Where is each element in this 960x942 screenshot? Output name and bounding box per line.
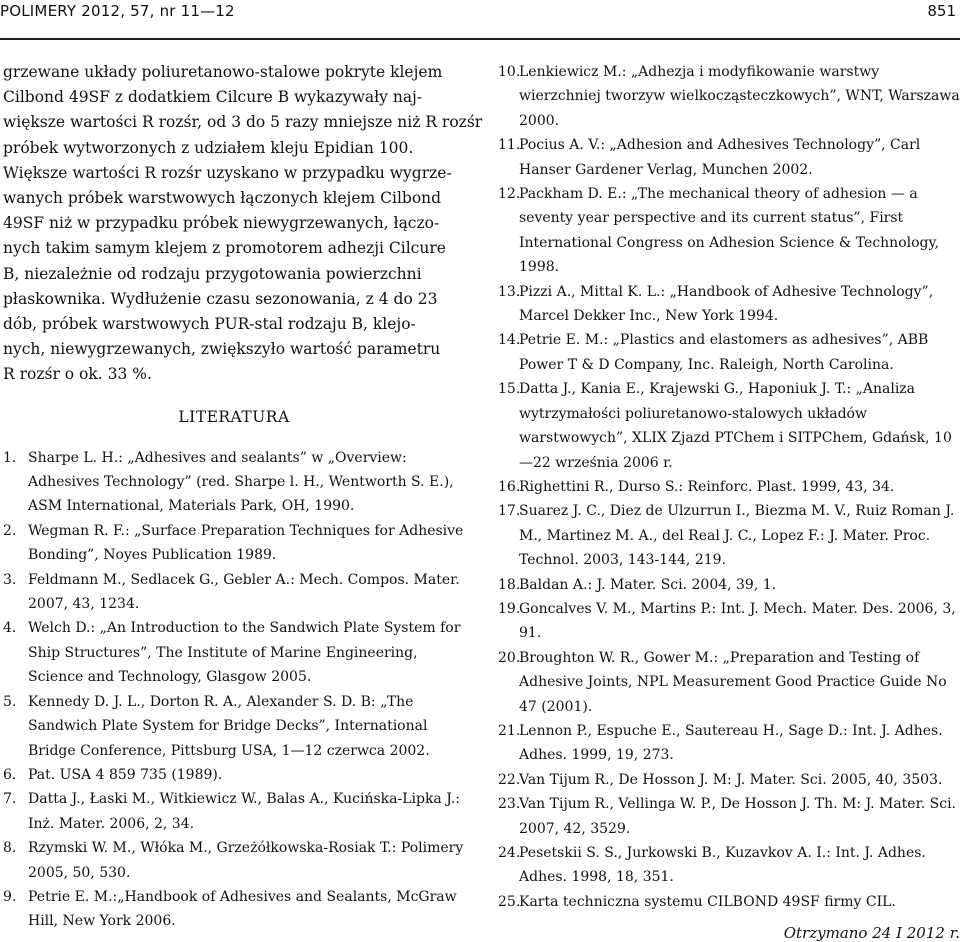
reference-text: Datta J., Kania E., Krajewski G., Haponiuk J. T.: „Analiza wytrzymałości poliuretanowo-stalowych układów warstwowych”, XLIX Zjazd PTChem i SITPChem, Gdańsk, 10—22 września 2006 r. bbox=[519, 381, 952, 471]
left-column bbox=[3, 60, 483, 934]
reference-item bbox=[498, 597, 960, 646]
reference-number: 7. bbox=[3, 791, 17, 808]
reference-number: 8. bbox=[3, 840, 17, 857]
reference-text: Packham D. E.: „The mechanical theory of adhesion — a seventy year perspective and its current status”, First International Congress on Adhesion Science & Technology, 1998. bbox=[519, 186, 939, 276]
reference-number: 14. bbox=[498, 332, 521, 349]
body-line: nych takim samym klejem z promotorem adhezji Cilcure bbox=[3, 239, 446, 258]
reference-item bbox=[3, 446, 465, 519]
reference-item bbox=[498, 475, 960, 499]
body-line: Cilbond 49SF z dodatkiem Cilcure B wykazywały naj- bbox=[3, 88, 423, 107]
body-line: płaskownika. Wydłużenie czasu sezonowania, z 4 do 23 bbox=[3, 289, 438, 308]
page-number: 851 bbox=[927, 2, 956, 20]
reference-text: Suarez J. C., Diez de Ulzurrun I., Biezma M. V., Ruiz Roman J. M., Martinez M. A., del Real J. C., Lopez F.: J. Mater. Proc. Technol. 2003, 143-144, 219. bbox=[519, 503, 955, 569]
reference-item bbox=[3, 836, 465, 885]
reference-number: 17. bbox=[498, 503, 521, 520]
literature-heading: LITERATURA bbox=[178, 407, 290, 426]
reference-number: 16. bbox=[498, 478, 521, 495]
reference-number: 4. bbox=[3, 620, 17, 637]
body-line: dób, próbek warstwowych PUR-stal rodzaju B, klejo- bbox=[3, 315, 416, 334]
reference-item bbox=[498, 841, 960, 890]
reference-text: Pocius A. V.: „Adhesion and Adhesives Technology”, Carl Hanser Gardener Verlag, Munchen 2002. bbox=[519, 137, 921, 178]
reference-number: 21. bbox=[498, 722, 521, 739]
body-line: nych, niewygrzewanych, zwiększyło wartość parametru bbox=[3, 340, 441, 359]
reference-number: 9. bbox=[3, 888, 17, 905]
reference-text: Righettini R., Durso S.: Reinforc. Plast. 1999, 43, 34. bbox=[519, 478, 895, 495]
reference-number: 13. bbox=[498, 283, 521, 300]
reference-text: Pat. USA 4 859 735 (1989). bbox=[28, 766, 223, 783]
reference-item bbox=[498, 499, 960, 572]
reference-text: Baldan A.: J. Mater. Sci. 2004, 39, 1. bbox=[519, 576, 777, 593]
references-list-right bbox=[498, 60, 960, 914]
body-line: próbek wytworzonych z udziałem kleju Epidian 100. bbox=[3, 138, 414, 157]
reference-text: Welch D.: „An Introduction to the Sandwich Plate System for Ship Structures”, The Institute of Marine Engineering, Science and Technology, Glasgow 2005. bbox=[28, 620, 461, 686]
body-line: Większe wartości R rozśr uzyskano w przypadku wygrze- bbox=[3, 163, 452, 182]
reference-item bbox=[498, 646, 960, 719]
reference-item bbox=[3, 885, 465, 934]
reference-item bbox=[498, 377, 960, 475]
reference-text: Van Tijum R., Vellinga W. P., De Hosson J. Th. M: J. Mater. Sci. 2007, 42, 3529. bbox=[519, 796, 957, 837]
reference-item bbox=[498, 768, 960, 792]
reference-number: 18. bbox=[498, 576, 521, 593]
body-line: wanych próbek warstwowych łączonych klejem Cilbond bbox=[3, 189, 442, 208]
reference-item bbox=[3, 690, 465, 763]
references-list-left bbox=[3, 446, 465, 934]
reference-number: 10. bbox=[498, 64, 521, 80]
reference-number: 2. bbox=[3, 522, 17, 539]
reference-item bbox=[498, 719, 960, 768]
body-paragraph bbox=[3, 60, 483, 388]
reference-number: 20. bbox=[498, 649, 521, 666]
reference-text: Rzymski W. M., Włóka M., Grzeżółkowska-Rosiak T.: Polimery 2005, 50, 530. bbox=[28, 840, 464, 881]
reference-number: 1. bbox=[3, 449, 17, 466]
reference-item bbox=[498, 280, 960, 329]
reference-item bbox=[3, 763, 465, 787]
reference-text: Karta techniczna systemu CILBOND 49SF firmy CIL. bbox=[519, 893, 896, 910]
reference-number: 3. bbox=[3, 571, 17, 588]
reference-number: 24. bbox=[498, 845, 521, 861]
reference-number: 22. bbox=[498, 771, 521, 788]
reference-text: Broughton W. R., Gower M.: „Preparation and Testing of Adhesive Joints, NPL Measurement Good Practice Guide No 47 (2001). bbox=[519, 649, 947, 715]
body-line: B, niezależnie od rodzaju przygotowania powierzchni bbox=[3, 264, 422, 283]
reference-number: 5. bbox=[3, 693, 17, 710]
reference-number: 6. bbox=[3, 766, 17, 783]
reference-item bbox=[498, 60, 960, 133]
reference-number: 11. bbox=[498, 137, 521, 154]
reference-text: Datta J., Łaski M., Witkiewicz W., Balas A., Kucińska-Lipka J.: Inż. Mater. 2006, 2, 34. bbox=[28, 791, 460, 832]
reference-text: Lennon P., Espuche E., Sautereau H., Sage D.: Int. J. Adhes. Adhes. 1999, 19, 273. bbox=[519, 722, 943, 764]
journal-citation: POLIMERY 2012, 57, nr 11—12 bbox=[0, 2, 235, 20]
reference-text: Van Tijum R., De Hosson J. M: J. Mater. Sci. 2005, 40, 3503. bbox=[519, 771, 943, 788]
reference-text: Pizzi A., Mittal K. L.: „Handbook of Adhesive Technology”, Marcel Dekker Inc., New York 1994. bbox=[519, 283, 934, 325]
reference-item bbox=[498, 328, 960, 377]
reference-item bbox=[3, 519, 465, 568]
reference-item bbox=[3, 568, 465, 617]
reference-text: Goncalves V. M., Martins P.: Int. J. Mech. Mater. Des. 2006, 3, 91. bbox=[519, 600, 956, 642]
reference-item bbox=[498, 182, 960, 280]
body-line: grzewane układy poliuretanowo-stalowe pokryte klejem bbox=[3, 63, 443, 81]
reference-number: 19. bbox=[498, 600, 521, 617]
reference-item bbox=[498, 573, 960, 597]
reference-number: 25. bbox=[498, 893, 521, 910]
reference-item bbox=[3, 787, 465, 836]
page-header bbox=[0, 0, 960, 40]
reference-number: 12. bbox=[498, 186, 521, 203]
reference-item bbox=[498, 792, 960, 841]
body-line: większe wartości R rozśr, od 3 do 5 razy mniejsze niż R rozśr bbox=[3, 113, 483, 132]
reference-text: Kennedy D. J. L., Dorton R. A., Alexander S. D. B: „The Sandwich Plate System for Bridge Decks”, International Bridge Conference, Pittsburg USA, 1—12 czerwca 2002. bbox=[28, 693, 430, 759]
received-date: Otrzymano 24 I 2012 r. bbox=[783, 924, 960, 942]
reference-text: Lenkiewicz M.: „Adhezja i modyfikowanie warstwy wierzchniej tworzyw wielkocząsteczkowych”, WNT, Warszawa 2000. bbox=[519, 64, 960, 129]
reference-item bbox=[498, 890, 960, 914]
reference-text: Petrie E. M.:„Handbook of Adhesives and Sealants, McGraw Hill, New York 2006. bbox=[28, 888, 457, 930]
reference-text: Feldmann M., Sedlacek G., Gebler A.: Mech. Compos. Mater. 2007, 43, 1234. bbox=[28, 571, 460, 613]
reference-number: 23. bbox=[498, 796, 521, 813]
reference-number: 15. bbox=[498, 381, 521, 398]
reference-text: Petrie E. M.: „Plastics and elastomers as adhesives”, ABB Power T & D Company, Inc. Raleigh, North Carolina. bbox=[519, 332, 929, 373]
reference-text: Wegman R. F.: „Surface Preparation Techniques for Adhesive Bonding”, Noyes Publication 1989. bbox=[28, 522, 464, 564]
reference-text: Pesetskii S. S., Jurkowski B., Kuzavkov A. I.: Int. J. Adhes. Adhes. 1998, 18, 351. bbox=[519, 845, 926, 886]
reference-item bbox=[3, 616, 465, 689]
reference-text: Sharpe L. H.: „Adhesives and sealants” w „Overview: Adhesives Technology” (red. Sharpe l. H., Wentworth S. E.), ASM International, Materials Park, OH, 1990. bbox=[28, 449, 454, 515]
right-column bbox=[498, 60, 960, 942]
body-line: R rozśr o ok. 33 %. bbox=[3, 365, 152, 384]
body-line: 49SF niż w przypadku próbek niewygrzewanych, łączo- bbox=[3, 214, 440, 233]
reference-item bbox=[498, 133, 960, 182]
